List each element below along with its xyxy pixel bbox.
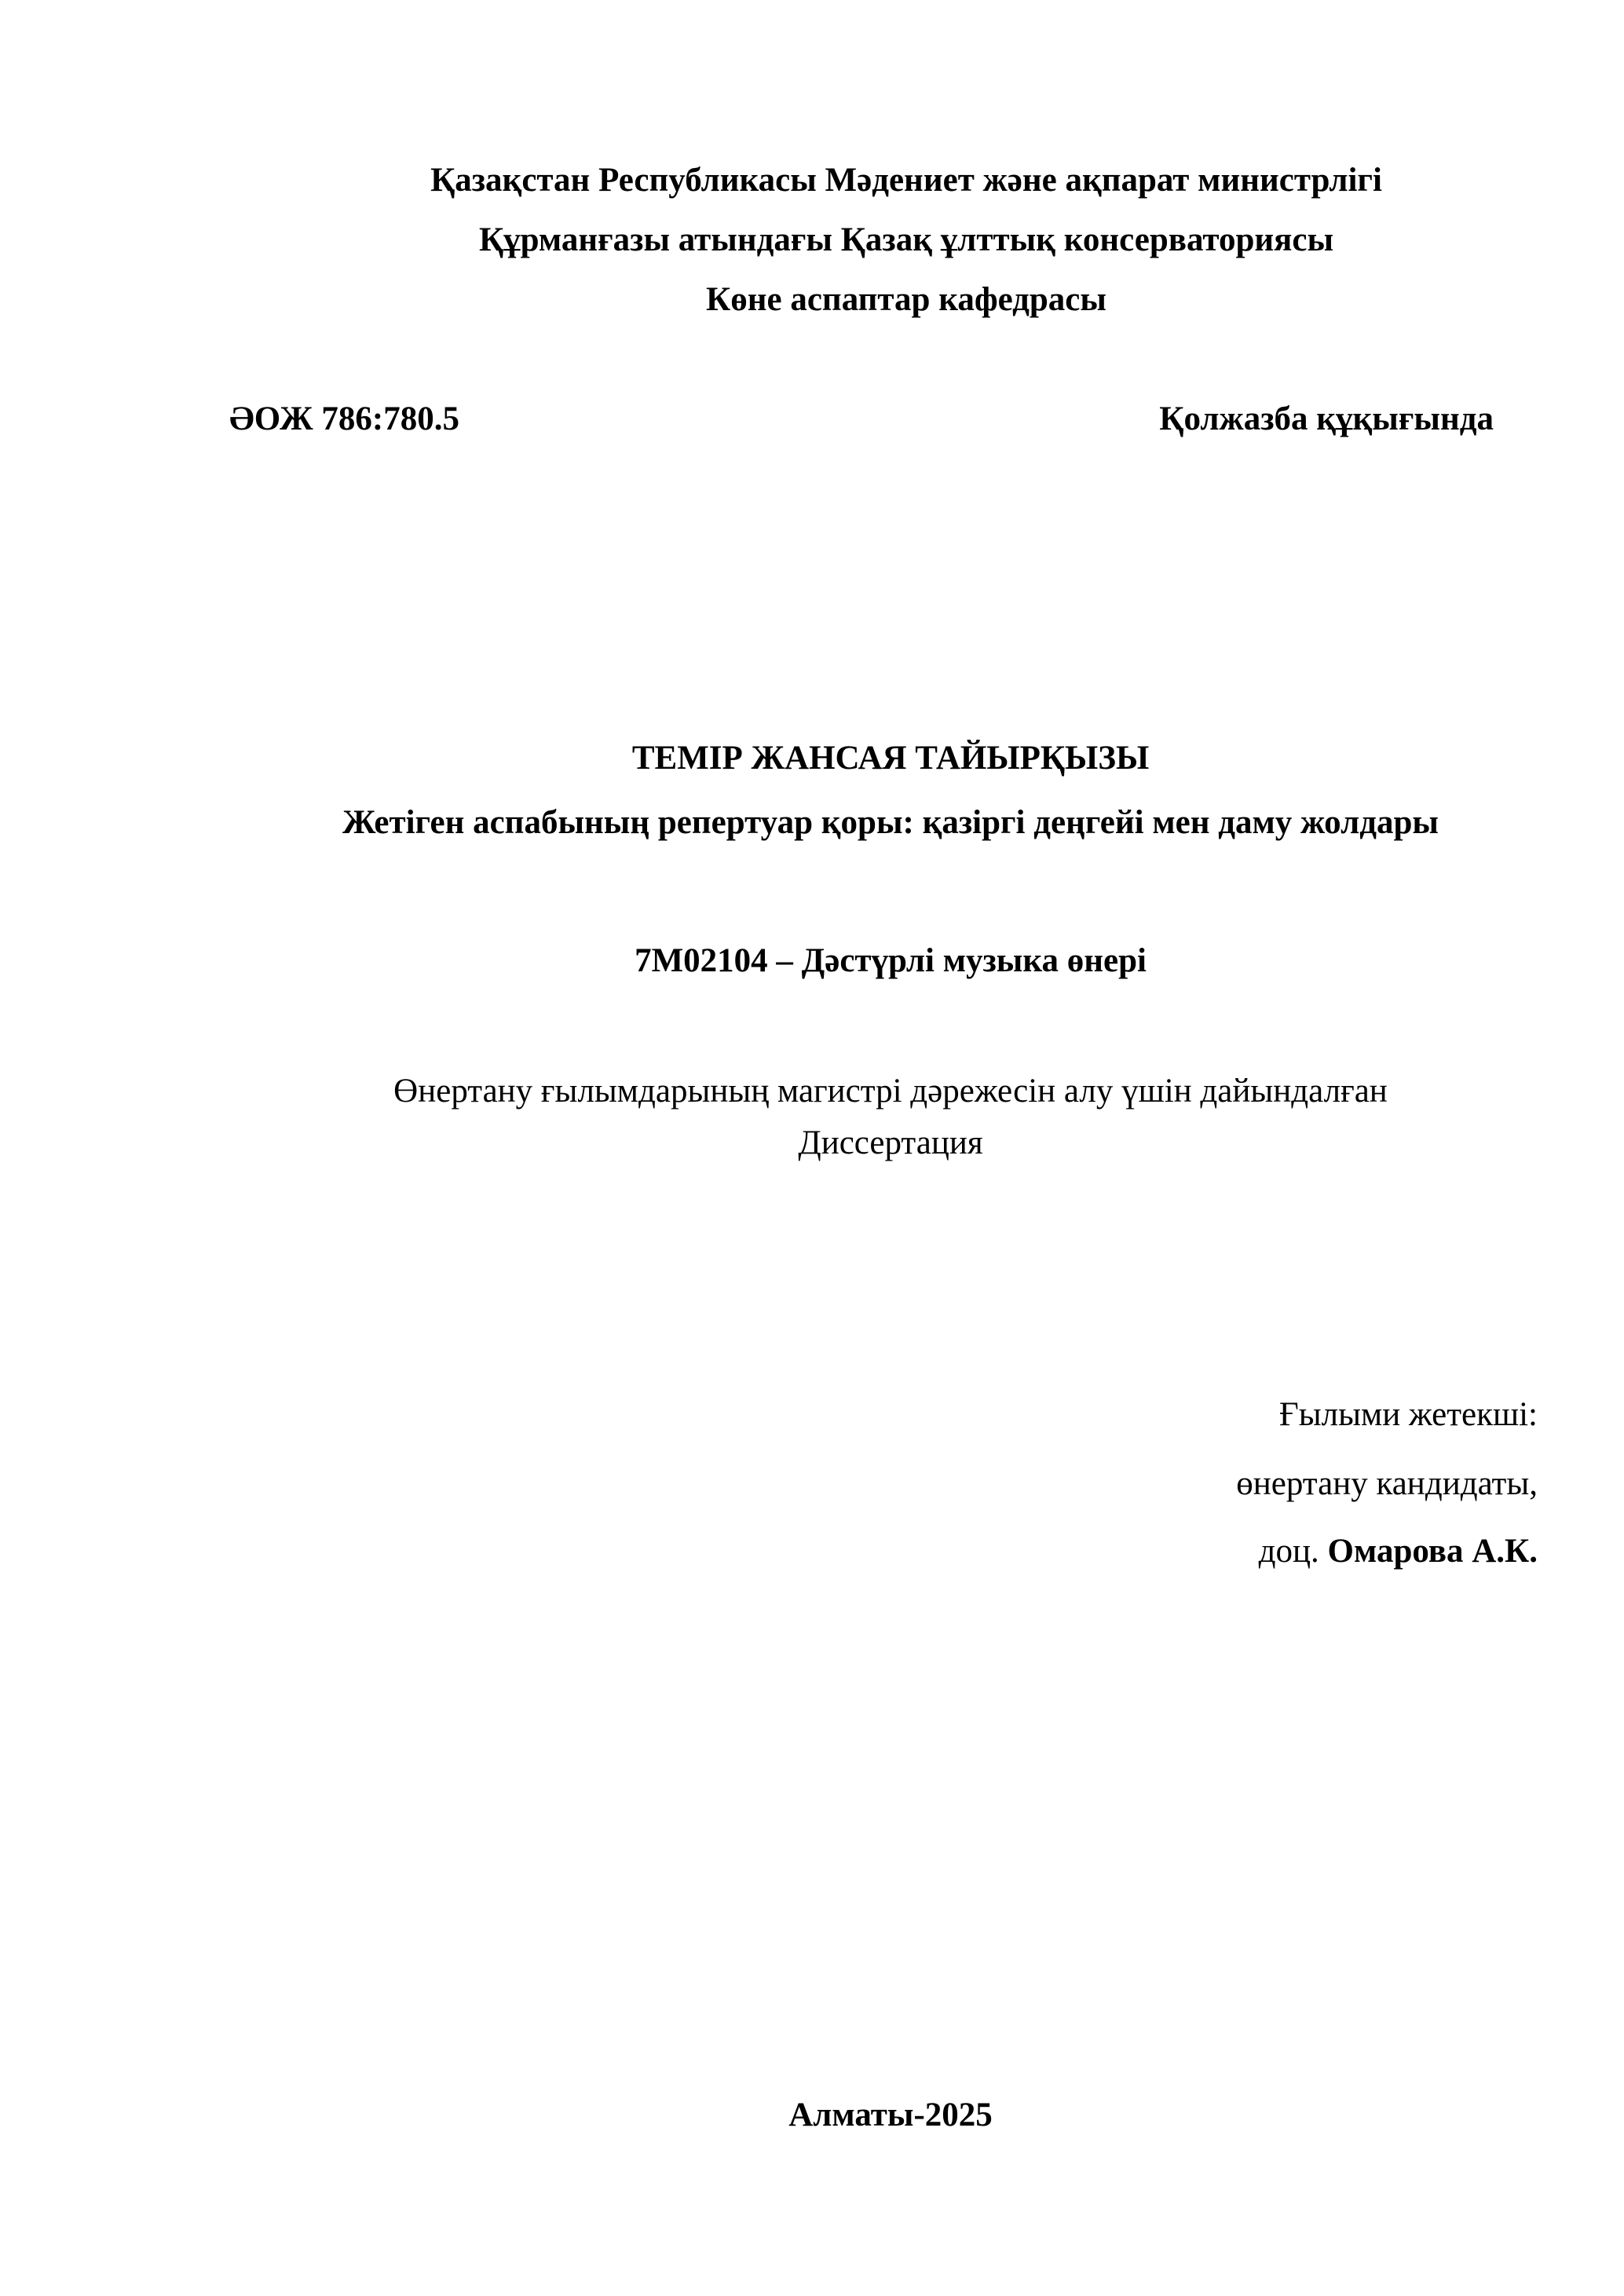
- department-name: Көне аспаптар кафедрасы: [706, 281, 1106, 318]
- supervisor-title-prefix: доц.: [1258, 1533, 1319, 1570]
- degree-purpose: Өнертану ғылымдарының магистрі дәрежесін алу үшін дайындалған: [393, 1073, 1388, 1110]
- conservatory-name: Құрманғазы атындағы Қазақ ұлттық консерваториясы: [478, 221, 1334, 258]
- supervisor-degree: өнертану кандидаты,: [1236, 1465, 1538, 1502]
- specialty-code: 7М02104 – Дәстүрлі музыка өнері: [635, 942, 1147, 979]
- place-year: Алматы-2025: [788, 2097, 993, 2133]
- work-type: Диссертация: [798, 1124, 983, 1161]
- udc-code: ӘОЖ 786:780.5: [229, 400, 459, 437]
- supervisor-line: [1259, 1534, 1538, 1568]
- supervisor-label: Ғылыми жетекші:: [1278, 1396, 1538, 1433]
- author-name: ТЕМІР ЖАНСАЯ ТАЙЫРҚЫЗЫ: [631, 740, 1150, 777]
- ministry-name: Қазақстан Республикасы Мәдениет және ақпарат министрлігі: [430, 162, 1382, 199]
- dissertation-title: Жетіген аспабының репертуар қоры: қазіргі деңгейі мен даму жолдары: [342, 804, 1439, 841]
- manuscript-rights: Қолжазба құқығында: [1159, 400, 1494, 437]
- supervisor-name: Омарова А.К.: [1327, 1533, 1538, 1570]
